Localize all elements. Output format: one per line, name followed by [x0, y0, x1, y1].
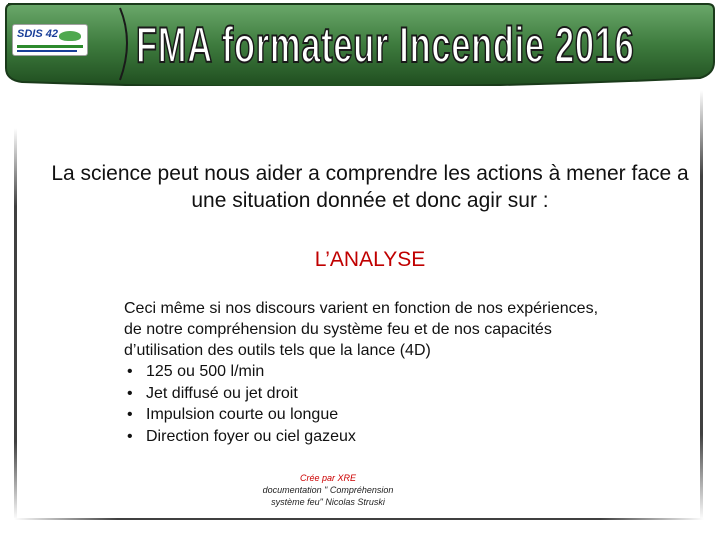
bullet-text: Direction foyer ou ciel gazeux — [146, 427, 356, 445]
bullet-marker: • — [127, 427, 133, 445]
bullet-text: 125 ou 500 l/min — [146, 363, 265, 380]
list-item — [124, 383, 614, 405]
credit-line-1: Crée par XRE — [299, 473, 357, 483]
credit-note — [228, 472, 428, 508]
bullet-list — [124, 361, 614, 447]
bullet-marker: • — [127, 363, 133, 380]
logo-text: SDIS 42 — [17, 28, 58, 40]
body-paragraph: Ceci même si nos discours varient en fonction de nos expériences, de notre compréhension du système feu et de nos capacités d’utilisation des outils tels que la lance (4D) — [124, 300, 599, 359]
frame-right-line — [700, 90, 703, 520]
intro-text: La science peut nous aider a comprendre les actions à mener face a une situation donnée et donc agir sur : — [51, 162, 689, 212]
slide-title: FMA formateur Incendie 2016 — [136, 17, 635, 73]
bullet-text: Impulsion courte ou longue — [146, 406, 339, 423]
frame-left-line — [14, 128, 17, 520]
list-item — [124, 361, 614, 383]
bullet-marker: • — [127, 384, 133, 402]
frame-bottom-line — [14, 518, 704, 520]
logo-stripe-blue — [17, 50, 77, 52]
header-banner — [2, 2, 718, 86]
sdis-logo — [12, 24, 88, 56]
list-item — [124, 426, 614, 448]
credit-line-2: documentation " Compréhension — [262, 485, 394, 495]
flame-icon — [59, 31, 81, 41]
bullet-marker: • — [127, 406, 133, 423]
logo-stripe-green — [17, 45, 83, 48]
section-heading: L’ANALYSE — [314, 248, 426, 271]
credit-line-3: système feu" Nicolas Struski — [271, 497, 385, 507]
bullet-text: Jet diffusé ou jet droit — [146, 384, 298, 402]
list-item — [124, 404, 614, 426]
